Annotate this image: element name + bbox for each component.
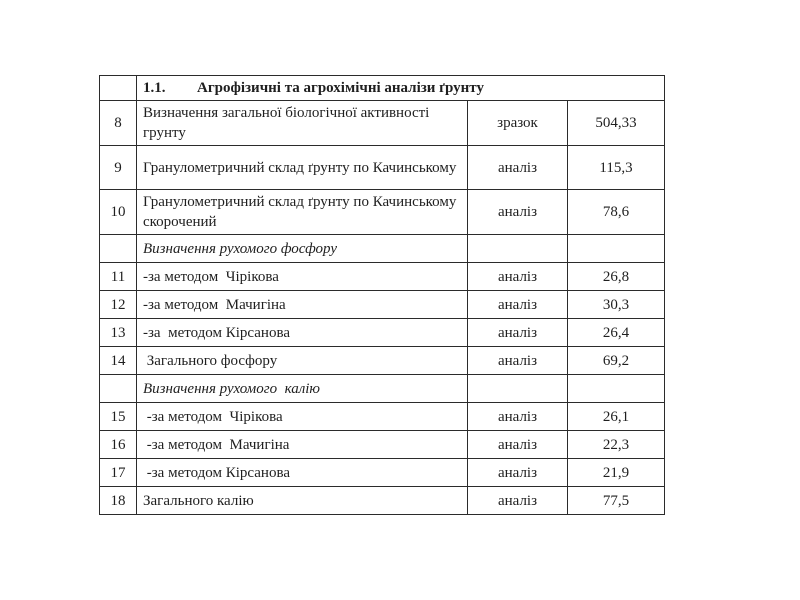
cell-value: 115,3 bbox=[568, 146, 665, 190]
table-row bbox=[100, 403, 665, 431]
cell-number bbox=[100, 375, 137, 403]
cell-value: 30,3 bbox=[568, 291, 665, 319]
cell-value: 26,4 bbox=[568, 319, 665, 347]
table-subsection-row bbox=[100, 375, 665, 403]
table-row bbox=[100, 101, 665, 146]
cell-value: 26,8 bbox=[568, 263, 665, 291]
cell-description: -за методом Кірсанова bbox=[137, 319, 468, 347]
cell-number: 14 bbox=[100, 347, 137, 375]
table-row bbox=[100, 319, 665, 347]
cell-unit: аналіз bbox=[468, 347, 568, 375]
table-row bbox=[100, 190, 665, 235]
cell-value bbox=[568, 235, 665, 263]
cell-description: Гранулометричний склад ґрунту по Качинському скорочений bbox=[137, 190, 468, 235]
header-number-cell bbox=[100, 76, 137, 101]
cell-unit: аналіз bbox=[468, 291, 568, 319]
cell-number: 13 bbox=[100, 319, 137, 347]
cell-description: -за методом Чірікова bbox=[137, 403, 468, 431]
cell-number: 10 bbox=[100, 190, 137, 235]
subsection-title: Визначення рухомого фосфору bbox=[137, 235, 468, 263]
cell-number: 18 bbox=[100, 487, 137, 515]
soil-analysis-table bbox=[99, 75, 665, 515]
cell-value: 26,1 bbox=[568, 403, 665, 431]
cell-number: 8 bbox=[100, 101, 137, 146]
cell-number: 11 bbox=[100, 263, 137, 291]
cell-number: 15 bbox=[100, 403, 137, 431]
section-number: 1.1. bbox=[143, 80, 166, 96]
cell-number: 17 bbox=[100, 459, 137, 487]
cell-unit: зразок bbox=[468, 101, 568, 146]
cell-unit: аналіз bbox=[468, 146, 568, 190]
table-row bbox=[100, 263, 665, 291]
cell-value: 21,9 bbox=[568, 459, 665, 487]
cell-description: Гранулометричний склад ґрунту по Качинському bbox=[137, 146, 468, 190]
cell-value bbox=[568, 375, 665, 403]
cell-description: -за методом Кірсанова bbox=[137, 459, 468, 487]
cell-unit: аналіз bbox=[468, 319, 568, 347]
cell-number: 9 bbox=[100, 146, 137, 190]
section-title-cell bbox=[137, 76, 665, 101]
cell-value: 77,5 bbox=[568, 487, 665, 515]
cell-description: Загального фосфору bbox=[137, 347, 468, 375]
cell-value: 78,6 bbox=[568, 190, 665, 235]
cell-unit: аналіз bbox=[468, 263, 568, 291]
cell-unit: аналіз bbox=[468, 459, 568, 487]
cell-description: Загального калію bbox=[137, 487, 468, 515]
cell-number: 12 bbox=[100, 291, 137, 319]
cell-description: -за методом Мачигіна bbox=[137, 291, 468, 319]
table-row bbox=[100, 459, 665, 487]
cell-unit: аналіз bbox=[468, 431, 568, 459]
cell-number bbox=[100, 235, 137, 263]
cell-unit bbox=[468, 375, 568, 403]
table-row bbox=[100, 146, 665, 190]
subsection-title: Визначення рухомого калію bbox=[137, 375, 468, 403]
table-row bbox=[100, 431, 665, 459]
table-subsection-row bbox=[100, 235, 665, 263]
table-row bbox=[100, 291, 665, 319]
cell-description: Визначення загальної біологічної активності грунту bbox=[137, 101, 468, 146]
table-row bbox=[100, 487, 665, 515]
cell-value: 69,2 bbox=[568, 347, 665, 375]
table-row bbox=[100, 347, 665, 375]
section-title: Агрофізичні та агрохімічні аналізи ґрунту bbox=[197, 80, 484, 96]
cell-unit: аналіз bbox=[468, 403, 568, 431]
cell-number: 16 bbox=[100, 431, 137, 459]
cell-value: 504,33 bbox=[568, 101, 665, 146]
cell-value: 22,3 bbox=[568, 431, 665, 459]
cell-description: -за методом Мачигіна bbox=[137, 431, 468, 459]
table-section-header-row bbox=[100, 76, 665, 101]
cell-description: -за методом Чірікова bbox=[137, 263, 468, 291]
cell-unit: аналіз bbox=[468, 487, 568, 515]
cell-unit bbox=[468, 235, 568, 263]
cell-unit: аналіз bbox=[468, 190, 568, 235]
